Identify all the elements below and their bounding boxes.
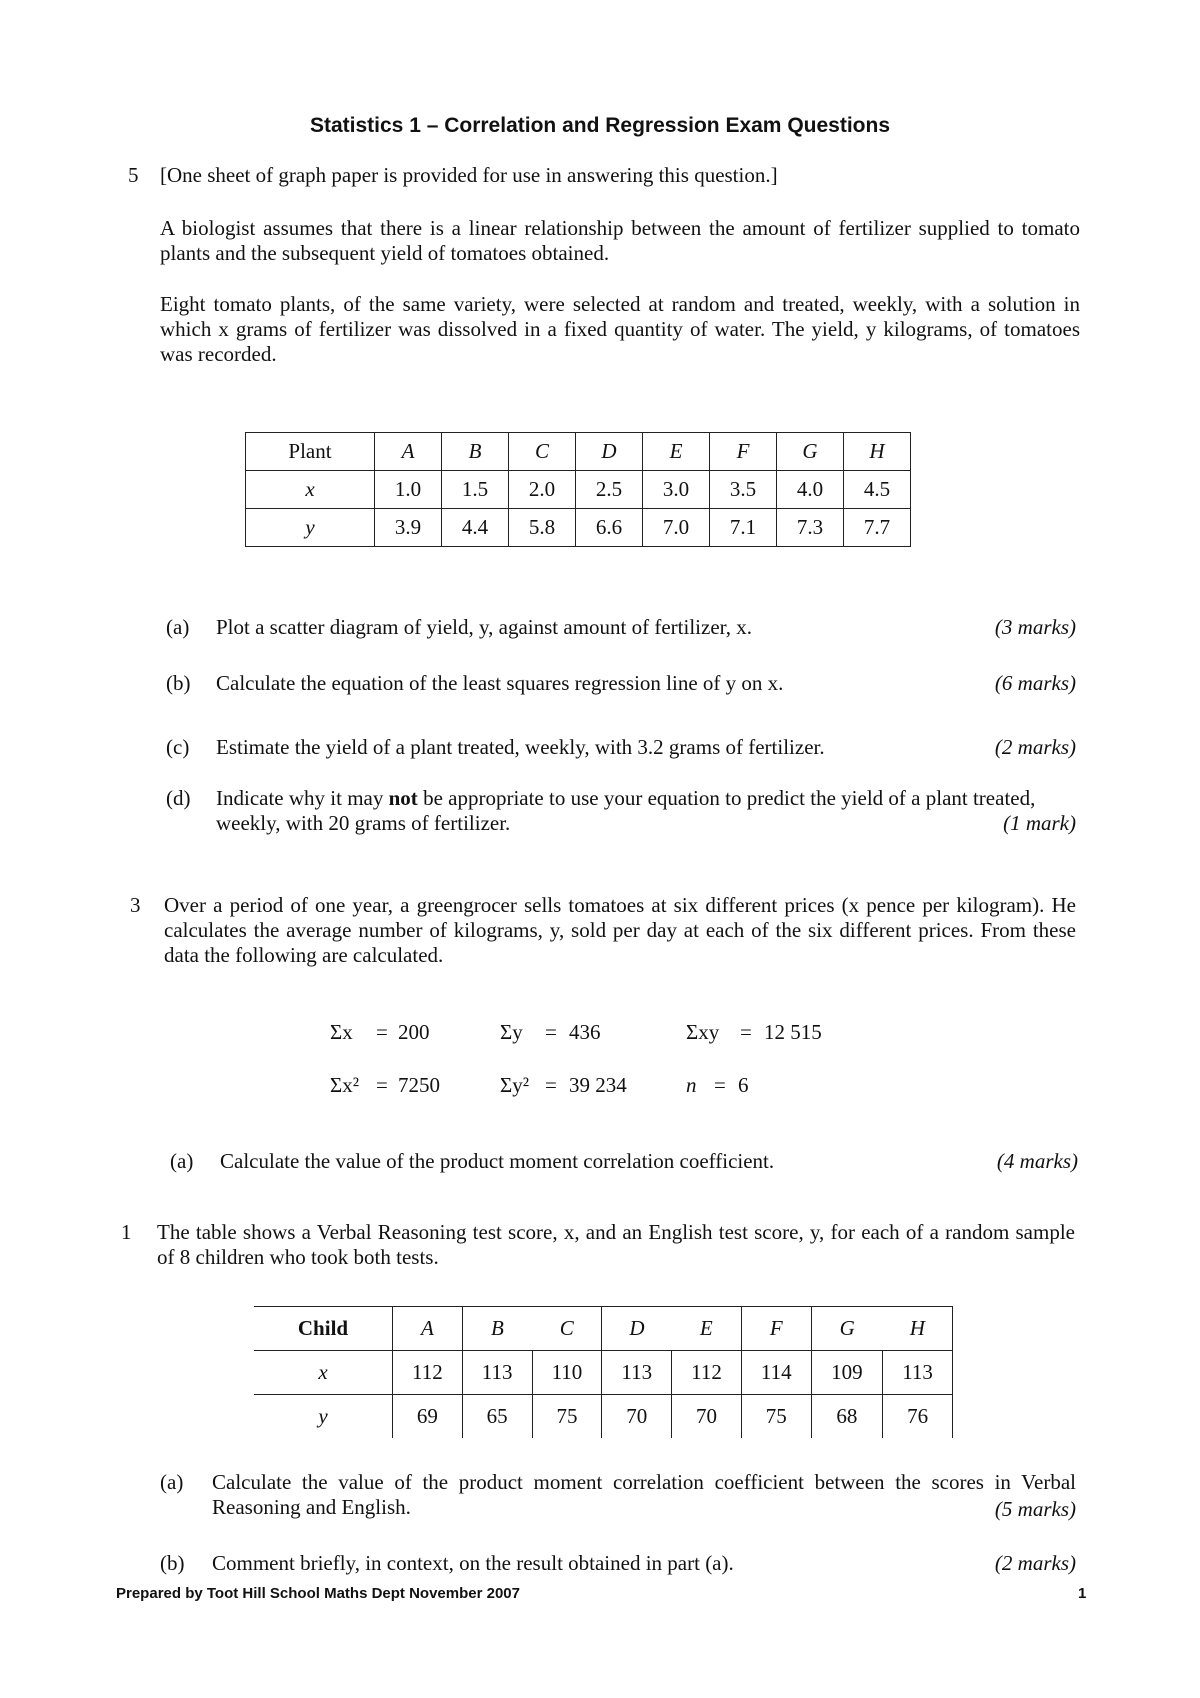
table-cell: 2.5 <box>576 471 643 509</box>
table-cell: 110 <box>532 1351 602 1395</box>
table-row <box>254 1395 953 1439</box>
table-cell: 1.0 <box>375 471 442 509</box>
table-cell: 5.8 <box>509 509 576 547</box>
table-cell: G <box>777 433 844 471</box>
table-cell: 4.4 <box>442 509 509 547</box>
table-cell: 4.5 <box>844 471 911 509</box>
table-cell: B <box>462 1307 532 1351</box>
table-cell: 65 <box>462 1395 532 1439</box>
sum-equals: = <box>545 1020 557 1044</box>
question-3-number: 3 <box>130 893 141 917</box>
sum-equals: = <box>714 1073 726 1097</box>
table-header-row <box>246 433 911 471</box>
table-cell: 1.5 <box>442 471 509 509</box>
footer-credit: Prepared by Toot Hill School Maths Dept November 2007 <box>116 1585 520 1602</box>
table-cell: 7.7 <box>844 509 911 547</box>
marks-label: (4 marks) <box>996 1149 1078 1173</box>
table-cell: 4.0 <box>777 471 844 509</box>
table-header-row <box>254 1307 953 1351</box>
table-cell: 68 <box>811 1395 882 1439</box>
sum-equals: = <box>376 1073 388 1097</box>
sum-value: 7250 <box>398 1073 440 1097</box>
question-5-intro: A biologist assumes that there is a linear relationship between the amount of fertilizer supplied to tomato plants and the subsequent yield of tomatoes obtained. <box>160 216 1080 265</box>
table-row <box>246 509 911 547</box>
table-cell: 6.6 <box>576 509 643 547</box>
table-cell: 112 <box>672 1351 742 1395</box>
part-label: (b) <box>166 671 191 695</box>
part-label: (d) <box>166 786 191 810</box>
sum-value: 6 <box>738 1073 749 1097</box>
table-cell: 3.0 <box>643 471 710 509</box>
table-cell: 7.1 <box>710 509 777 547</box>
sum-value: 200 <box>398 1020 430 1044</box>
table-cell: F <box>741 1307 811 1351</box>
part-label: (a) <box>166 615 190 639</box>
table-cell: F <box>710 433 777 471</box>
table-cell: C <box>532 1307 602 1351</box>
table-cell: x <box>246 471 375 509</box>
part-text: Estimate the yield of a plant treated, weekly, with 3.2 grams of fertilizer. <box>216 735 825 759</box>
table-cell: 2.0 <box>509 471 576 509</box>
part-text-pre: Indicate why it may <box>216 786 389 810</box>
table-cell: 75 <box>741 1395 811 1439</box>
table-cell: y <box>246 509 375 547</box>
table-cell: 113 <box>602 1351 672 1395</box>
part-label: (c) <box>166 735 190 759</box>
question-1-number: 1 <box>121 1220 132 1244</box>
part-label: (a) <box>160 1470 184 1494</box>
table-cell: 109 <box>811 1351 882 1395</box>
page-number: 1 <box>1078 1585 1087 1602</box>
marks-label: (3 marks) <box>994 615 1076 639</box>
table-cell: A <box>375 433 442 471</box>
table-cell: y <box>254 1395 393 1439</box>
table-cell: 7.3 <box>777 509 844 547</box>
question-5-number: 5 <box>128 163 139 187</box>
sum-label: Σx² <box>330 1073 360 1097</box>
sum-value: 436 <box>569 1020 601 1044</box>
question-5-description: Eight tomato plants, of the same variety, were selected at random and treated, weekly, with a solution in which x grams of fertilizer was dissolved in a fixed quantity of water. The yield, y kilograms, of tomatoes was recorded. <box>160 292 1080 366</box>
marks-label: (6 marks) <box>994 671 1076 695</box>
sum-equals: = <box>740 1020 752 1044</box>
marks-label: (1 mark) <box>1003 811 1076 835</box>
table-cell: 70 <box>672 1395 742 1439</box>
table-cell: 7.0 <box>643 509 710 547</box>
marks-label: (2 marks) <box>994 1551 1076 1575</box>
table-cell: A <box>393 1307 463 1351</box>
question-3-description: Over a period of one year, a greengrocer sells tomatoes at six different prices (x pence per kilogram). He calculates the average number of kilograms, y, sold per day at each of the six different prices. From these data the following are calculated. <box>164 893 1076 967</box>
part-label: (b) <box>160 1551 185 1575</box>
part-text: Plot a scatter diagram of yield, y, against amount of fertilizer, x. <box>216 615 753 639</box>
table-cell: Plant <box>246 433 375 471</box>
table-cell: B <box>442 433 509 471</box>
sum-value: 12 515 <box>764 1020 822 1044</box>
table-cell: C <box>509 433 576 471</box>
table-cell: E <box>643 433 710 471</box>
sum-label: Σx <box>330 1020 353 1044</box>
table-cell: 3.9 <box>375 509 442 547</box>
table-cell: 76 <box>883 1395 953 1439</box>
part-text: Calculate the value of the product moment correlation coefficient. <box>220 1149 775 1173</box>
part-text: Calculate the equation of the least squares regression line of y on x. <box>216 671 784 695</box>
table-cell: 75 <box>532 1395 602 1439</box>
sum-equals: = <box>376 1020 388 1044</box>
table-cell: 3.5 <box>710 471 777 509</box>
table-cell: E <box>672 1307 742 1351</box>
question-1-description: The table shows a Verbal Reasoning test score, x, and an English test score, y, for each of a random sample of 8 children who took both tests. <box>157 1220 1075 1269</box>
table-cell: H <box>883 1307 953 1351</box>
marks-label: (5 marks) <box>994 1497 1076 1521</box>
table-row <box>246 471 911 509</box>
sum-label: Σy² <box>500 1073 530 1097</box>
table-cell: D <box>602 1307 672 1351</box>
table-cell: 113 <box>462 1351 532 1395</box>
table-cell: G <box>811 1307 882 1351</box>
part-text: Comment briefly, in context, on the result obtained in part (a). <box>212 1551 734 1575</box>
emphasis-not: not <box>388 786 418 810</box>
sum-value: 39 234 <box>569 1073 627 1097</box>
part-text-post: be appropriate to use your equation to predict the yield of a plant treated, weekly, with 20 grams of fertilizer. <box>216 786 1036 835</box>
sum-label: n <box>686 1073 697 1097</box>
part-text: Calculate the value of the product moment correlation coefficient between the scores in Verbal Reasoning and English. <box>212 1470 1076 1519</box>
test-score-table <box>254 1306 953 1438</box>
question-5-note: [One sheet of graph paper is provided for use in answering this question.] <box>160 163 778 187</box>
table-cell: 114 <box>741 1351 811 1395</box>
table-cell: H <box>844 433 911 471</box>
table-row <box>254 1351 953 1395</box>
fertilizer-table <box>245 432 911 547</box>
part-label: (a) <box>170 1149 194 1173</box>
sum-equals: = <box>545 1073 557 1097</box>
table-cell: 113 <box>883 1351 953 1395</box>
sum-label: Σxy <box>686 1020 720 1044</box>
table-cell: 69 <box>393 1395 463 1439</box>
table-cell: x <box>254 1351 393 1395</box>
sum-label: Σy <box>500 1020 523 1044</box>
table-cell: 70 <box>602 1395 672 1439</box>
table-cell: 112 <box>393 1351 463 1395</box>
marks-label: (2 marks) <box>994 735 1076 759</box>
table-cell: D <box>576 433 643 471</box>
table-cell: Child <box>254 1307 393 1351</box>
page-title: Statistics 1 – Correlation and Regression Exam Questions <box>309 114 890 137</box>
